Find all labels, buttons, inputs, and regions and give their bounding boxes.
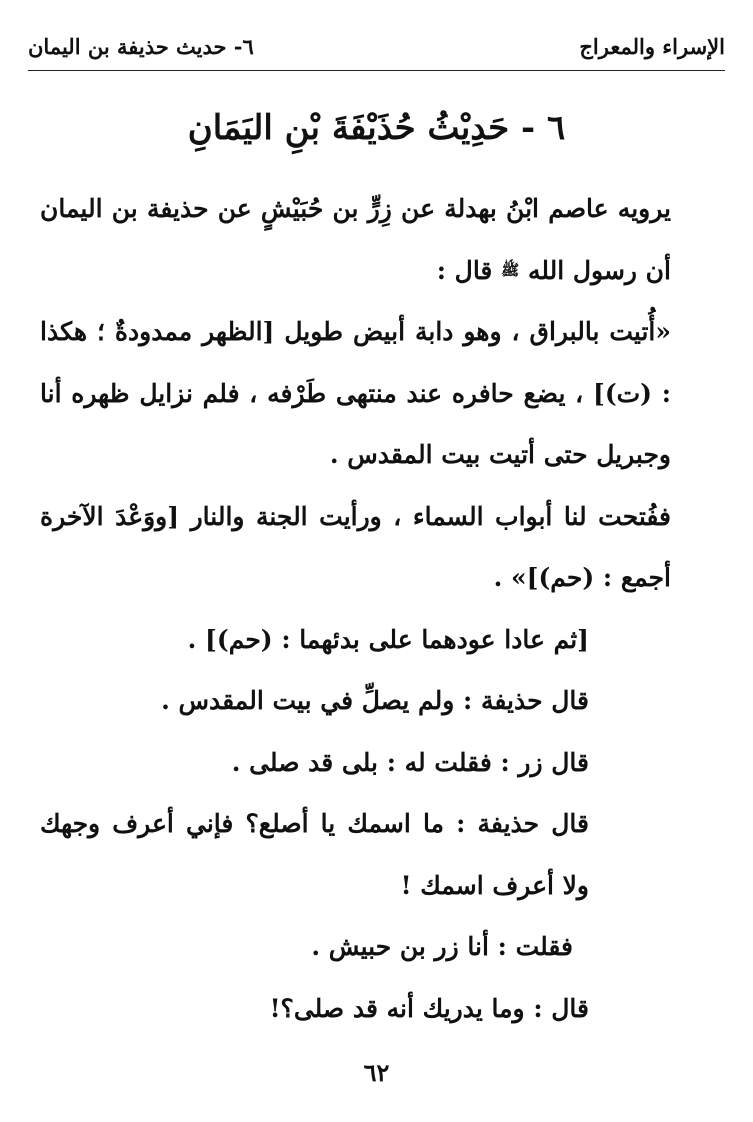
body-text — [40, 178, 707, 1039]
honorific-symbol: ﷺ — [501, 260, 520, 279]
paragraph-name-answer: فقلت : أنا زر بن حبيش . — [311, 932, 573, 961]
intro-text: يرويه عاصم ابْنُ بهدلة عن زِرٍّ بن حُبَيْشٍ عن حذيفة بن اليمان أن رسول الله — [40, 194, 671, 285]
intro-tail: قال : — [436, 255, 502, 285]
paragraph-final-question: قال : وما يدريك أنه قد صلى؟! — [269, 993, 589, 1023]
paragraph-zirr-said: قال زر : فقلت له : بلى قد صلى . — [231, 747, 589, 777]
header-book-title: الإسراء والمعراج — [579, 34, 725, 59]
paragraph-hadith-heaven: ففُتحت لنا أبواب السماء ، ورأيت الجنة والنار [ووَعْدَ الآخرة أجمع : (حم)]» . — [40, 501, 671, 592]
chapter-title: ٦ - حَدِيْثُ حُذَيْفَةَ بْنِ اليَمَانِ — [187, 108, 566, 148]
running-header — [28, 30, 725, 71]
header-section-title: ٦- حديث حذيفة بن اليمان — [28, 34, 254, 59]
paragraph-intro — [40, 178, 707, 301]
paragraph-hadith-buraq: «أُتيت بالبراق ، وهو دابة أبيض طويل [الظهر ممدودةٌ ؛ هكذا : (ت)] ، يضع حافره عند منتهى طَرْفه ، فلم نزايل ظهره أنا وجبريل حتى أتيت بيت المقدس . — [40, 317, 671, 469]
page-number: ٦٢ — [363, 1058, 390, 1087]
paragraph-hudhayfa-said: قال حذيفة : ولم يصلِّ في بيت المقدس . — [161, 686, 589, 715]
paragraph-name-question: قال حذيفة : ما اسمك يا أصلع؟ فإني أعرف وجهك ولا أعرف اسمك ! — [40, 809, 589, 900]
paragraph-return: [ثم عادا عودهما على بدئهما : (حم)] . — [187, 624, 589, 654]
